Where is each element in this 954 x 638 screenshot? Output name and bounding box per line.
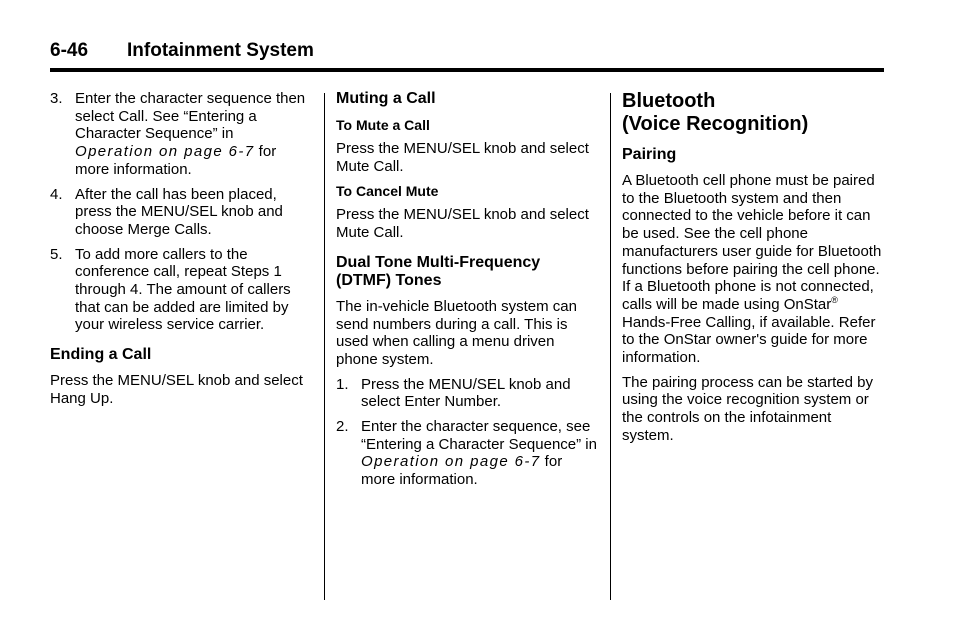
muting-call-heading: Muting a Call [336,90,436,107]
title-line: Bluetooth [622,90,716,112]
list-number: 3. [50,90,63,107]
column-divider [324,93,325,600]
pairing-heading: Pairing [622,146,677,163]
page-number: 6-46 [50,40,89,61]
dtmf-text: The in-vehicle Bluetooth system can send numbers during a call. This is used when calling a menu driven phone system. [336,297,577,368]
registered-mark: ® [831,294,838,305]
column-left [50,90,308,415]
cancel-mute-text: Press the MENU/SEL knob and select Mute Call. [336,206,589,242]
list-text [361,418,598,489]
list-text-part: Enter the character sequence then select Call. See “Entering a Character Sequence” in [75,90,306,143]
list-item [336,418,598,489]
pairing-text-part: A Bluetooth cell phone must be paired to the Bluetooth system and then connected to the vehicle before it can be used. See the cell phone manufacturers user guide for Bluetooth functions before pairing the cell phone. If a Bluetooth phone is not connected, calls will be made using OnStar [622,172,882,313]
list-text: To add more callers to the conference call, repeat Steps 1 through 4. The amount of callers that can be added are limited by your wireless service carrier. [75,245,291,334]
list-number: 1. [336,375,349,393]
column-middle [336,90,598,496]
list-number: 5. [50,245,63,263]
title-line: (Voice Recognition) [622,113,809,135]
list-number: 4. [50,185,63,203]
list-number: 2. [336,418,349,436]
pairing-process-text: The pairing process can be started by using the voice recognition system or the controls on the infotainment system. [622,373,873,444]
ending-call-text: Press the MENU/SEL knob and select Hang Up. [50,372,303,407]
page-header [50,38,884,72]
mute-call-subheading: To Mute a Call [336,117,430,133]
ending-call-heading: Ending a Call [50,346,152,364]
mute-call-text: Press the MENU/SEL knob and select Mute Call. [336,140,589,175]
list-item [50,246,308,335]
pairing-text-part: Hands-Free Calling, if available. Refer to the OnStar owner's guide for more information. [622,313,876,367]
dtmf-heading: Dual Tone Multi-Frequency (DTMF) Tones [336,253,541,289]
list-text-part: for more information. [75,143,277,178]
bluetooth-title [622,90,884,136]
list-text [75,90,308,179]
column-right [622,90,884,452]
section-title: Infotainment System [127,40,314,61]
column-divider [610,93,611,600]
list-text-part: for more information. [361,453,563,489]
list-text: After the call has been placed, press the MENU/SEL knob and choose Merge Calls. [75,185,283,238]
list-item [50,90,308,179]
pairing-text [622,172,884,367]
list-text: Press the MENU/SEL knob and select Enter Number. [361,375,571,411]
page-reference-link[interactable]: Operation on page 6-7 [361,453,541,471]
page-reference-link[interactable]: Operation on page 6-7 [75,143,255,161]
cancel-mute-subheading: To Cancel Mute [336,183,439,200]
list-item [336,376,598,411]
list-item [50,186,308,239]
list-text-part: Enter the character sequence, see “Entering a Character Sequence” in [361,418,597,453]
